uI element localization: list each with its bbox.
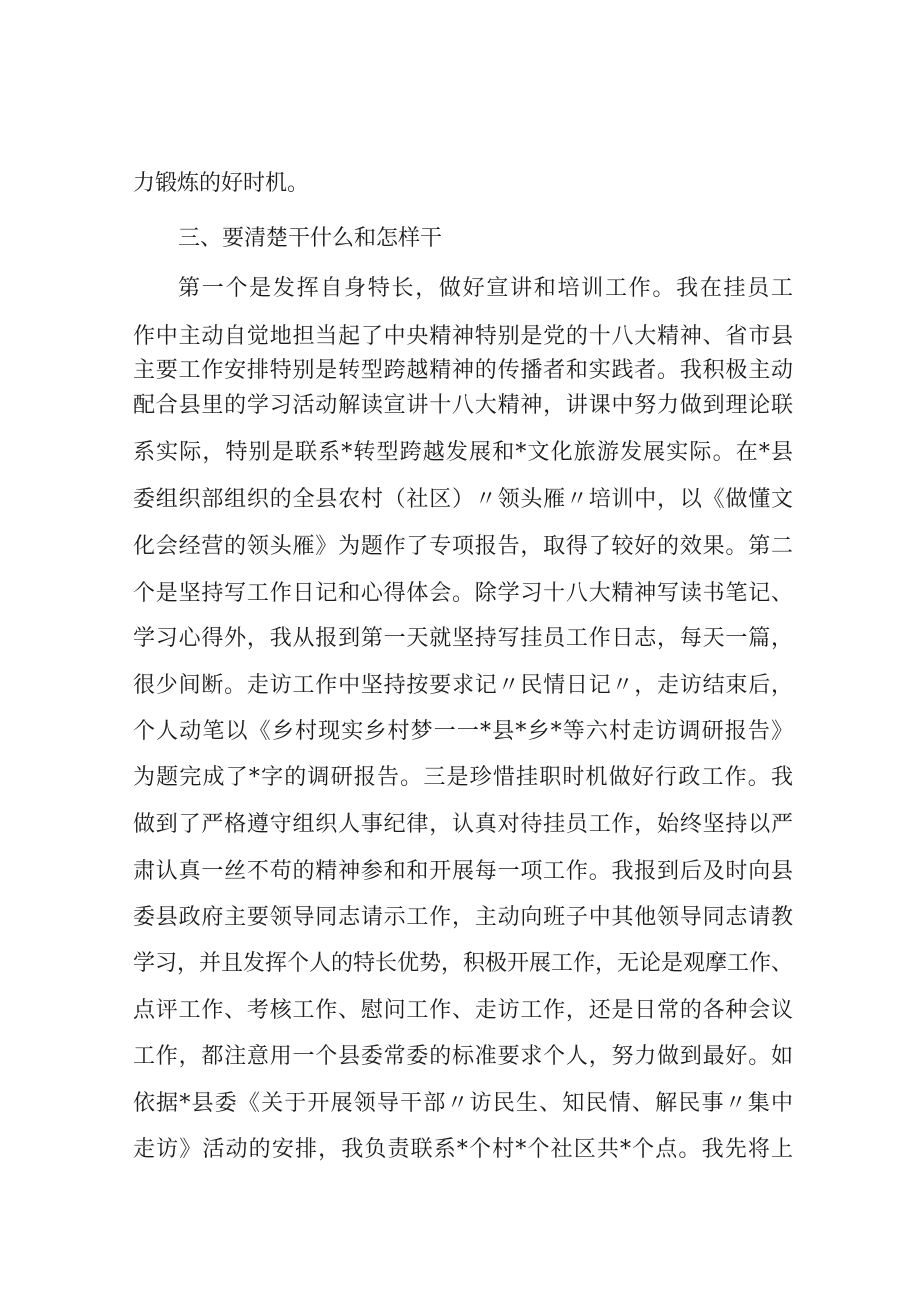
text-line: 个是坚持写工作日记和心得体会。除学习十八大精神写读书笔记、 — [133, 581, 793, 606]
text-line: 工作，都注意用一个县委常委的标准要求个人，努力做到最好。如 — [133, 1044, 793, 1069]
text-line: 走访》活动的安排，我负责联系*个村*个社区共*个点。我先将上 — [133, 1137, 793, 1162]
text-line: 作中主动自觉地担当起了中央精神特别是党的十八大精神、省市县 — [133, 324, 793, 349]
text-line: 第一个是发挥自身特长，做好宣讲和培训工作。我在挂员工 — [178, 276, 793, 301]
text-line: 为题完成了*字的调研报告。三是珍惜挂职时机做好行政工作。我 — [133, 765, 793, 790]
text-line: 很少间断。走访工作中坚持按要求记〃民情日记〃，走访结束后， — [133, 673, 793, 698]
text-line: 委县政府主要领导同志请示工作，主动向班子中其他领导同志请教 — [133, 905, 793, 930]
text-line: 委组织部组织的全县农村（社区）〃领头雁〃培训中，以《做懂文 — [133, 487, 793, 512]
text-line: 配合县里的学习活动解读宣讲十八大精神，讲课中努力做到理论联 — [133, 393, 793, 418]
text-line: 系实际，特别是联系*转型跨越发展和*文化旅游发展实际。在*县 — [133, 440, 793, 465]
text-line: 依据*县委《关于开展领导干部〃访民生、知民情、解民事〃集中 — [133, 1091, 793, 1116]
text-line: 肃认真一丝不苟的精神参和和开展每一项工作。我报到后及时向县 — [133, 859, 793, 884]
text-line: 化会经营的领头雁》为题作了专项报告，取得了较好的效果。第二 — [133, 534, 793, 559]
text-line: 力锻炼的好时机。 — [133, 171, 310, 196]
text-line: 做到了严格遵守组织人事纪律，认真对待挂员工作，始终坚持以严 — [133, 812, 793, 837]
text-line: 点评工作、考核工作、慰问工作、走访工作，还是日常的各种会议 — [133, 998, 793, 1023]
text-line: 个人动笔以《乡村现实乡村梦一一*县*乡*等六村走访调研报告》 — [133, 719, 793, 744]
text-line: 主要工作安排特别是转型跨越精神的传播者和实践者。我积极主动 — [133, 358, 793, 383]
text-line: 学习，并且发挥个人的特长优势，积极开展工作，无论是观摩工作、 — [133, 951, 793, 976]
text-line: 学习心得外，我从报到第一天就坚持写挂员工作日志，每天一篇， — [133, 626, 793, 651]
section-heading: 三、要清楚干什么和怎样干 — [178, 226, 443, 251]
